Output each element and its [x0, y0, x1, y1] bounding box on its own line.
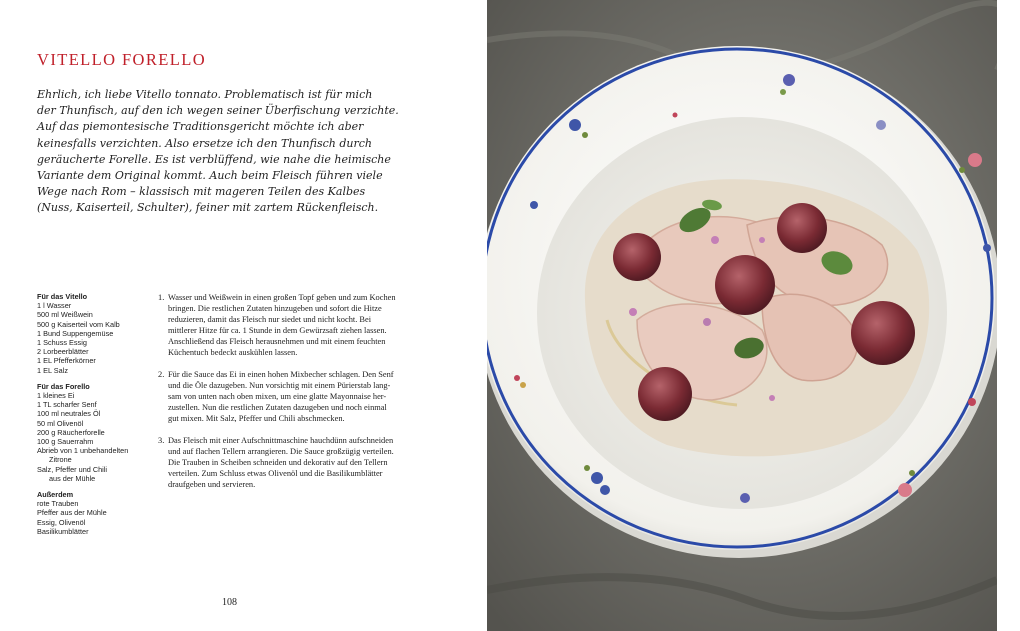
step-2	[158, 369, 428, 424]
ingredient-heading-forello: Für das Forello	[37, 381, 90, 391]
ingredient-item: 1 EL Pfefferkörner	[37, 356, 96, 366]
ingredient-item: 1 Schuss Essig	[37, 338, 87, 348]
intro-line: Auf das piemontesische Traditionsgericht möchte ich aber	[37, 120, 364, 134]
ingredient-item: Essig, Olivenöl	[37, 517, 86, 527]
step-number: 3.	[158, 436, 165, 445]
intro-line: der Thunfisch, auf den ich wegen seiner Überfischung verzichte.	[37, 104, 399, 118]
page-number: 108	[222, 597, 237, 608]
instruction-steps	[158, 292, 428, 501]
step-line: draufgeben und servieren.	[168, 480, 256, 489]
step-line: Wasser und Weißwein in einen großen Topf geben und zum Kochen	[168, 293, 396, 302]
recipe-page	[0, 0, 487, 631]
ingredient-heading-vitello: Für das Vitello	[37, 292, 88, 301]
page-margin	[997, 0, 1020, 631]
ingredient-item: 1 l Wasser	[37, 301, 72, 311]
dish-photo-illustration	[487, 0, 997, 631]
step-line: Küchentuch bedeckt auskühlen lassen.	[168, 348, 298, 357]
step-text	[168, 369, 394, 424]
ingredient-item: Zitrone	[49, 455, 72, 465]
step-text	[168, 292, 396, 358]
step-line: und auf flachen Tellern arrangieren. Die Sauce großzügig verteilen.	[168, 447, 394, 456]
step-line: gut mixen. Mit Salz, Pfeffer und Chili abschmecken.	[168, 414, 345, 423]
recipe-title: VITELLO FORELLO	[37, 50, 207, 69]
ingredient-item: rote Trauben	[37, 499, 79, 509]
step-line: zustellen. Nun die restlichen Zutaten dazugeben und noch einmal	[168, 403, 387, 412]
ingredient-list	[37, 292, 157, 536]
ingredient-item: 1 kleines Ei	[37, 391, 75, 401]
dish-photo	[487, 0, 997, 631]
ingredient-item: 1 EL Salz	[37, 365, 68, 375]
ingredient-item: 500 ml Weißwein	[37, 310, 93, 320]
ingredient-heading-ausserdem: Außerdem	[37, 490, 74, 500]
step-line: bringen. Die restlichen Zutaten hinzugeben und sofort die Hitze	[168, 304, 382, 313]
ingredient-item: 100 g Sauerrahm	[37, 437, 94, 447]
ingredient-item: 200 g Räucherforelle	[37, 427, 105, 437]
ingredient-item: Basilikumblätter	[37, 526, 89, 536]
ingredient-item: 1 Bund Suppengemüse	[37, 328, 114, 338]
ingredient-item: Abrieb von 1 unbehandelten	[37, 446, 129, 456]
intro-line: keinesfalls verzichten. Also ersetze ich den Thunfisch durch	[37, 136, 372, 150]
step-line: mittlerer Hitze für ca. 1 Stunde in dem Gewürzsaft ziehen lassen.	[168, 326, 387, 335]
intro-line: Ehrlich, ich liebe Vitello tonnato. Problematisch ist für mich	[37, 88, 373, 101]
step-line: Das Fleisch mit einer Aufschnittmaschine hauchdünn aufschneiden	[168, 436, 394, 445]
ingredient-item: Pfeffer aus der Mühle	[37, 508, 107, 518]
intro-line: (Nuss, Kaiserteil, Schulter), feiner mit zartem Rückenfleisch.	[37, 201, 379, 215]
spacer	[37, 483, 157, 490]
step-line: Die Trauben in Scheiben schneiden und dekorativ auf den Tellern	[168, 458, 388, 467]
ingredient-item: aus der Mühle	[49, 473, 96, 483]
ingredient-item: 100 ml neutrales Öl	[37, 409, 101, 419]
ingredient-item: 500 g Kaiserteil vom Kalb	[37, 319, 120, 329]
step-line: Anschließend das Fleisch herausnehmen und mit einem feuchten	[168, 337, 386, 346]
ingredient-item: 2 Lorbeerblätter	[37, 347, 89, 357]
ingredient-item: Salz, Pfeffer und Chili	[37, 464, 108, 474]
step-number: 1.	[158, 293, 165, 302]
step-line: verteilen. Zum Schluss etwas Olivenöl und die Basilikumblätter	[168, 469, 383, 478]
step-1	[158, 292, 428, 358]
ingredient-item: 1 TL scharfer Senf	[37, 400, 97, 410]
step-text	[168, 435, 394, 490]
intro-paragraph	[37, 87, 399, 217]
step-number: 2.	[158, 370, 165, 379]
step-line: reduzieren, damit das Fleisch nur siedet und nicht kocht. Bei	[168, 315, 372, 324]
step-line: und die Öle dazugeben. Nun vorsichtig mit einem Pürierstab lang-	[168, 381, 391, 390]
intro-line: geräucherte Forelle. Es ist verblüffend, wie nahe die heimische	[37, 152, 391, 166]
ingredient-item: 50 ml Olivenöl	[37, 418, 84, 428]
intro-line: Wege nach Rom – klassisch mit mageren Teilen des Kalbes	[37, 185, 366, 199]
step-line: sam von unten nach oben mixen, um eine glatte Mayonnaise her-	[168, 392, 387, 401]
step-3	[158, 435, 428, 490]
intro-line: Variante dem Original kommt. Auch beim Fleisch führen viele	[37, 169, 383, 183]
step-line: Für die Sauce das Ei in einen hohen Mixbecher schlagen. Den Senf	[168, 370, 394, 379]
spacer	[37, 375, 157, 382]
